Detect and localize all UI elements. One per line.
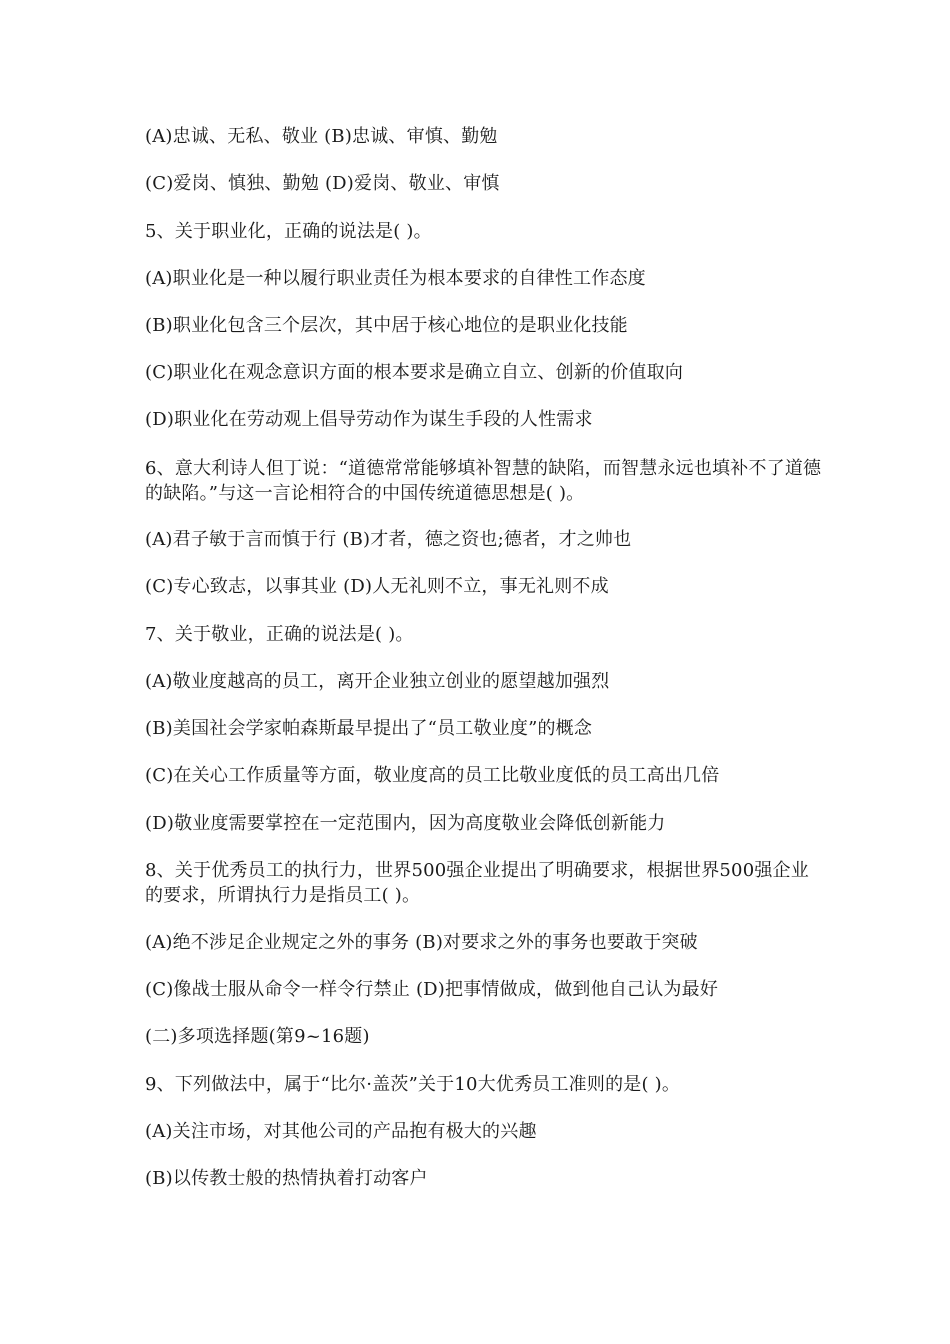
- q5-question: 5、关于职业化，正确的说法是( )。: [145, 221, 432, 242]
- q4-options-cd: (C)爱岗、慎独、勤勉 (D)爱岗、敬业、审慎: [145, 173, 500, 194]
- section-heading-multiple-choice: (二)多项选择题(第9~16题): [145, 1026, 370, 1047]
- q7-question: 7、关于敬业，正确的说法是( )。: [145, 624, 414, 645]
- q8-question: 8、关于优秀员工的执行力，世界500强企业提出了明确要求，根据世界500强企业的要求，所谓执行力是指员工( )。: [145, 860, 809, 906]
- q9-question: 9、下列做法中，属于“比尔·盖茨”关于10大优秀员工准则的是( )。: [145, 1074, 681, 1095]
- q5-option-c: (C)职业化在观念意识方面的根本要求是确立自立、创新的价值取向: [145, 362, 684, 383]
- q8-options-ab: (A)绝不涉足企业规定之外的事务 (B)对要求之外的事务也要敢于突破: [145, 932, 698, 953]
- q5-option-a: (A)职业化是一种以履行职业责任为根本要求的自律性工作态度: [145, 268, 646, 289]
- q9-option-a: (A)关注市场，对其他公司的产品抱有极大的兴趣: [145, 1121, 537, 1142]
- q7-option-d: (D)敬业度需要掌控在一定范围内，因为高度敬业会降低创新能力: [145, 813, 666, 834]
- q6-question: 6、意大利诗人但丁说：“道德常常能够填补智慧的缺陷，而智慧永远也填补不了道德的缺陷。”与这一言论相符合的中国传统道德思想是( )。: [145, 458, 822, 504]
- q9-option-b: (B)以传教士般的热情执着打动客户: [145, 1168, 428, 1189]
- q7-option-a: (A)敬业度越高的员工，离开企业独立创业的愿望越加强烈: [145, 671, 610, 692]
- q4-options-ab: (A)忠诚、无私、敬业 (B)忠诚、审慎、勤勉: [145, 126, 498, 147]
- q5-option-b: (B)职业化包含三个层次，其中居于核心地位的是职业化技能: [145, 315, 628, 336]
- q6-options-ab: (A)君子敏于言而慎于行 (B)才者，德之资也;德者，才之帅也: [145, 529, 632, 550]
- q7-option-b: (B)美国社会学家帕森斯最早提出了“员工敬业度”的概念: [145, 718, 593, 739]
- q6-options-cd: (C)专心致志，以事其业 (D)人无礼则不立，事无礼则不成: [145, 576, 609, 597]
- q5-option-d: (D)职业化在劳动观上倡导劳动作为谋生手段的人性需求: [145, 409, 593, 430]
- q8-options-cd: (C)像战士服从命令一样令行禁止 (D)把事情做成，做到他自己认为最好: [145, 979, 719, 1000]
- q7-option-c: (C)在关心工作质量等方面，敬业度高的员工比敬业度低的员工高出几倍: [145, 765, 720, 786]
